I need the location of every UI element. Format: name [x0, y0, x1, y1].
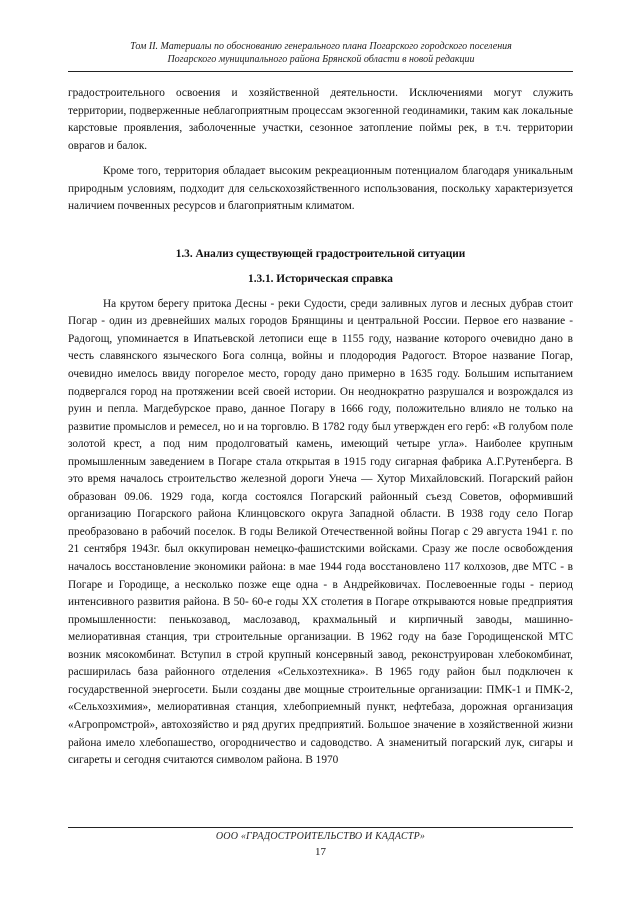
footer-rule	[68, 827, 573, 828]
page-number: 17	[315, 846, 326, 858]
footer-organization: ООО «ГРАДОСТРОИТЕЛЬСТВО И КАДАСТР»	[215, 831, 426, 842]
header-line-2: Погарского муниципального района Брянской области в новой редакции	[167, 53, 475, 65]
paragraph-2: Кроме того, территория обладает высоким рекреационным потенциалом благодаря уникальным природным условиям, подходит для сельскохозяйственного использования, поскольку характеризуется наличием почвенных ресурсов и благоприятным климатом.	[68, 165, 573, 213]
header-rule	[68, 71, 573, 72]
section-heading: 1.3. Анализ существующей градостроительной ситуации	[175, 247, 466, 260]
subsection-heading: 1.3.1. Историческая справка	[248, 273, 393, 286]
running-header	[72, 41, 570, 66]
paragraph-3: На крутом берегу притока Десны - реки Судости, среди заливных лугов и лесных дубрав стоит Погар - один из древнейших малых городов Брянщины и центральной России. Первое его название - Радогощ, упоминается в Ипатьевской летописи еще в 1155 году, название которого очевидно дано в честь славянского языческого Бога солнца, войны и плодородия Радогост. Второе название Погар, очевидно имелось ввиду погорелое место, городу дано примерно в 1635 году. Большим испытанием подвергался город на протяжении всей своей истории. Он неоднократно разрушался и возрождался из руин и пепла. Магдебурское право, данное Погару в 1666 году, положительно влияло не только на развитие промыслов и ремесел, но и на торговлю. В 1782 году был утвержден его герб: «В голубом поле золотой крест, а под ним продолговатый камень, имеющий четыре угла». Наиболее крупным промышленным заведением в Погаре стала открытая в 1915 году сигарная фабрика А.Г.Рутенберга. В это время началось строительство железной дороги Унеча — Хутор Михайловский. Погарский район образован 09.06. 1929 года, когда состоялся Погарский районный съезд Советов, оформивший организацию Погарского района Клинцовского округа Западной области. В 1938 году село Погар преобразовано в рабочий поселок. В годы Великой Отечественной войны Погар с 29 августа 1941 г. по 21 сентября 1943г. был оккупирован немецко-фашистскими войсками. Сразу же после освобождения началось восстановление экономики района: в мае 1944 года восстановлено 117 колхозов, две МТС - в Погаре и Городище, а несколько позже еще одна - в Андрейковичах. Послевоенные годы - период интенсивного развития района. В 50- 60-е годы XX столетия в Погаре открываются новые предприятия промышленности: пенькозавод, маслозавод, крахмальный и кирпичный заводы, машинно-мелиоративная станция, три строительные организации. В 1962 году на базе Городищенской МТС возник мясокомбинат. Вступил в строй крупный консервный завод, реконструирован хлебокомбинат, расширилась база районного отделения «Сельхозтехника». В 1965 году район был подключен к государственной энергосети. Были созданы две мощные строительные организации: ПМК-1 и ПМК-2, «Сельхозхимия», мелиоративная станция, хлебоприемный пункт, нефтебаза, дорожная организация «Агропромстрой», автохозяйство и ряд других предприятий. Большое значение в хозяйственной жизни района имело хлебопашество, огородничество и садоводство. А знаменитый погарский лук, сигары и сигареты и сегодня считаются символом района. В 1970	[68, 297, 573, 767]
paragraph-1: градостроительного освоения и хозяйственной деятельности. Исключениями могут служить территории, подверженные неблагоприятным процессам экзогенной геодинамики, таким как локальные карстовые проявления, заболоченные участки, сезонное затопление поймы рек, в т.ч. территории оврагов и балок.	[68, 87, 573, 152]
header-line-1: Том II. Материалы по обоснованию генерального плана Погарского городского поселения	[130, 41, 512, 52]
body-text	[68, 85, 573, 770]
